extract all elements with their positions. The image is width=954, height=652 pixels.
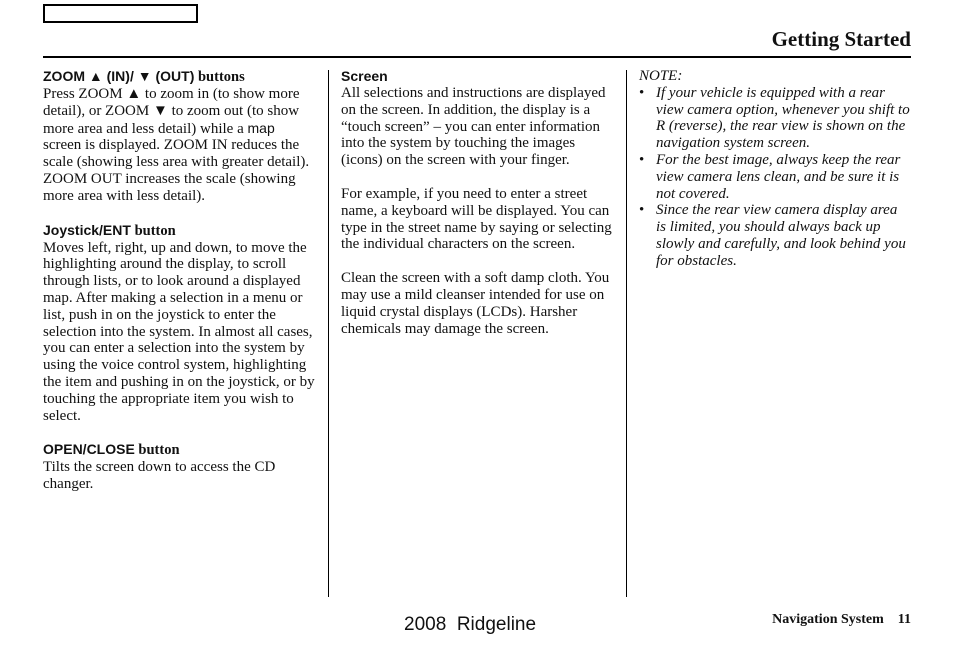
note-item bbox=[639, 202, 911, 269]
openclose-text: Tilts the screen down to access the CD changer. bbox=[43, 459, 276, 493]
screen-paragraph-1: All selections and instructions are displayed on the screen. In addition, the display is a “touch screen” – you can enter information into the system by touching the images (icons) on the screen with your finger. bbox=[341, 85, 606, 169]
screen-paragraph-2: For example, if you need to enter a street name, a keyboard will be displayed. You can type in the street name by saying or selecting the individual characters on the screen. bbox=[341, 185, 612, 253]
spacer bbox=[341, 253, 613, 270]
zoom-heading bbox=[43, 68, 315, 86]
zoom-text-map: map bbox=[247, 119, 275, 136]
section-zoom bbox=[43, 68, 315, 205]
note-text: For the best image, always keep the rear view camera lens clean, and be sure it is not covered. bbox=[656, 151, 901, 202]
column-divider bbox=[626, 70, 627, 597]
zoom-heading-main: ZOOM ▲ (IN)/ ▼ (OUT) bbox=[43, 68, 195, 84]
column-right bbox=[639, 68, 911, 270]
zoom-text bbox=[43, 86, 315, 205]
column-left bbox=[43, 68, 315, 493]
note-text: If your vehicle is equipped with a rear view camera option, whenever you shift to R (reverse), the rear view is shown on the navigation system screen. bbox=[656, 84, 910, 152]
column-middle bbox=[341, 68, 613, 337]
note-item bbox=[639, 152, 911, 202]
header-tab-box bbox=[43, 4, 198, 23]
zoom-text-b: screen is displayed. ZOOM IN reduces the scale (showing less area with greater detail). ZOOM OUT increases the scale (showing more area with less detail). bbox=[43, 137, 310, 204]
spacer bbox=[341, 169, 613, 186]
footer-model: 2008 Ridgeline bbox=[404, 614, 537, 635]
bullet-icon: • bbox=[639, 84, 645, 101]
column-divider bbox=[328, 70, 329, 597]
joystick-text: Moves left, right, up and down, to move the highlighting around the display, to scroll through lists, or to look around a displayed map. After making a selection in a menu or list, push in on the joystick to enter the selection into the system. In almost all cases, you can enter a selection into the system by using the voice control system, highlighting the item and pushing in on the joystick, or by touching the appropriate item you wish to select. bbox=[43, 239, 315, 424]
page-number: 11 bbox=[897, 612, 911, 627]
spacer bbox=[43, 424, 315, 441]
screen-heading: Screen bbox=[341, 68, 388, 84]
section-openclose bbox=[43, 441, 315, 493]
spacer bbox=[43, 205, 315, 222]
openclose-heading-suffix: button bbox=[134, 442, 180, 459]
footer-page-info bbox=[772, 611, 911, 629]
note-item bbox=[639, 85, 911, 152]
zoom-heading-suffix: buttons bbox=[194, 69, 245, 85]
zoom-text-a: Press ZOOM ▲ to zoom in (to show more detail), or ZOOM ▼ to zoom out (to show more area and less detail) while a bbox=[43, 86, 300, 137]
note-heading: NOTE: bbox=[639, 68, 683, 84]
screen-paragraph-3: Clean the screen with a soft damp cloth. You may use a mild cleanser intended for use on liquid crystal displays (LCDs). Harsher chemicals may damage the screen. bbox=[341, 270, 610, 337]
header-rule bbox=[43, 56, 911, 58]
footer-section: Navigation System bbox=[772, 612, 884, 627]
openclose-heading bbox=[43, 441, 315, 459]
joystick-heading bbox=[43, 222, 315, 240]
page-title: Getting Started bbox=[771, 27, 911, 51]
note-text: Since the rear view camera display area is limited, you should always back up slowly and carefully, and look behind you for obstacles. bbox=[656, 202, 906, 269]
joystick-heading-suffix: button bbox=[130, 222, 176, 239]
joystick-heading-main: Joystick/ENT bbox=[43, 221, 131, 238]
section-joystick bbox=[43, 222, 315, 425]
bullet-icon: • bbox=[639, 151, 645, 168]
bullet-icon: • bbox=[639, 202, 645, 219]
openclose-heading-main: OPEN/CLOSE bbox=[43, 441, 135, 458]
note-list bbox=[639, 85, 911, 270]
